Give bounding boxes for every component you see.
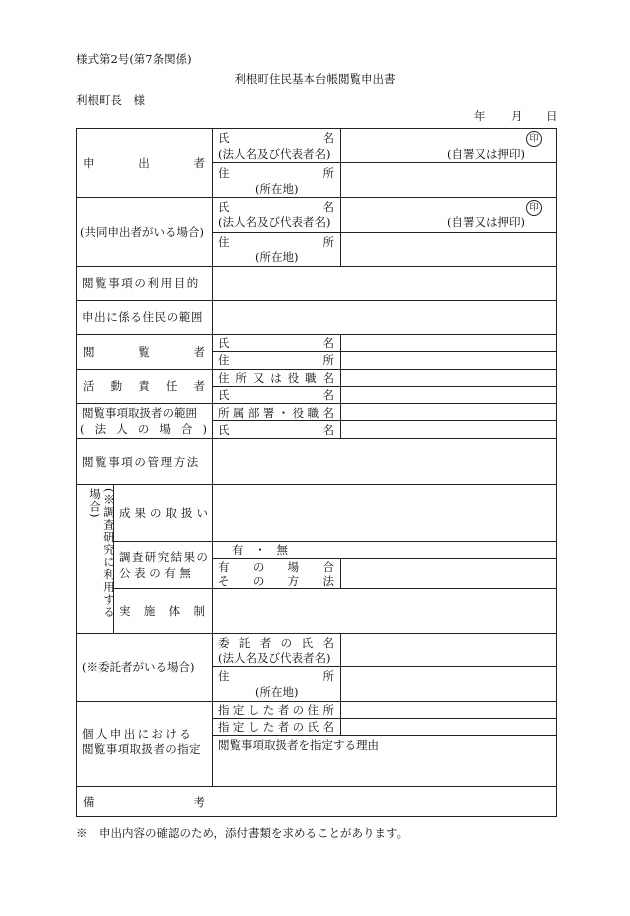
if-yes-label: 有 の 場 合 [218, 560, 334, 574]
date-month: 月 [511, 109, 523, 123]
designated-address-label: 指 定 し た 者 の 住 所 [218, 703, 334, 717]
results-handling-label: 成果の取扱い [119, 506, 212, 520]
date-year: 年 [474, 109, 486, 123]
seal-icon: 印 [526, 200, 542, 216]
management-label: 閲覧事項の管理方法 [82, 455, 200, 469]
co-applicant-name-sub: (法人名及び代表者名) [218, 215, 331, 229]
addressee: 利根町長 様 [76, 93, 145, 107]
responsible-name-label: 氏 名 [218, 388, 334, 402]
co-applicant-address-label: 住 所 [218, 235, 334, 249]
footer-note: ※ 申出内容の確認のため，添付書類を求めることがあります。 [76, 826, 409, 840]
handler-scope-label: 閲覧事項取扱者の範囲 [82, 406, 197, 420]
viewer-label: 閲 覧 者 [83, 345, 205, 359]
co-applicant-name-label: 氏 名 [218, 200, 334, 214]
applicant-address-sub: (所在地) [255, 182, 299, 196]
responsible-address-label: 住 所 又 は 役 職 名 [218, 371, 334, 385]
delegator-address-sub: (所在地) [255, 685, 299, 699]
co-applicant-seal-note: (自署又は押印) [447, 215, 525, 229]
yes-no-option[interactable]: 有 ・ 無 [232, 543, 288, 557]
individual-label-line1: 個人申出における [82, 727, 194, 741]
individual-label-line2: 閲覧事項取扱者の指定 [82, 742, 201, 756]
system-label: 実 施 体 制 [119, 604, 205, 618]
form-number: 様式第2号(第7条関係) [76, 52, 192, 66]
applicant-address-label: 住 所 [218, 166, 334, 180]
publication-label-line2: 公表の有無 [119, 566, 195, 580]
date-day: 日 [546, 109, 558, 123]
designation-reason-label: 閲覧事項取扱者を指定する理由 [218, 738, 379, 752]
applicant-label: 申 出 者 [83, 156, 205, 170]
remarks-label: 備 考 [83, 795, 205, 809]
research-vertical-label: (※調査研究に利用する場合) [88, 488, 116, 619]
delegator-name-label: 委 託 者 の 氏 名 [218, 636, 334, 650]
applicant-name-sub: (法人名及び代表者名) [218, 147, 331, 161]
co-applicant-address-sub: (所在地) [255, 250, 299, 264]
handler-scope-sublabel: ( 法 人 の 場 合 ) [80, 422, 207, 436]
co-applicant-label: (共同申出者がいる場合) [80, 225, 204, 239]
applicant-name-label: 氏 名 [218, 131, 334, 145]
handler-dept-label: 所 属 部 署 ・ 役 職 名 [218, 406, 334, 420]
delegator-address-label: 住 所 [218, 669, 334, 683]
scope-label: 申出に係る住民の範囲 [82, 310, 203, 324]
viewer-name-label: 氏 名 [218, 336, 334, 350]
seal-icon: 印 [526, 131, 542, 147]
purpose-label: 閲覧事項の利用目的 [82, 276, 200, 290]
form-title: 利根町住民基本台帳閲覧申出書 [234, 72, 396, 86]
handler-name-label: 氏 名 [218, 423, 334, 437]
publication-label-line1: 調査研究結果の [119, 550, 210, 564]
applicant-seal-note: (自署又は押印) [447, 147, 525, 161]
delegator-label: (※委託者がいる場合) [82, 660, 195, 674]
responsible-label: 活 動 責 任 者 [83, 379, 205, 393]
designated-name-label: 指 定 し た 者 の 氏 名 [218, 720, 334, 734]
method-label: そ の 方 法 [218, 574, 334, 588]
delegator-name-sub: (法人名及び代表者名) [218, 651, 331, 665]
viewer-address-label: 住 所 [218, 353, 334, 367]
